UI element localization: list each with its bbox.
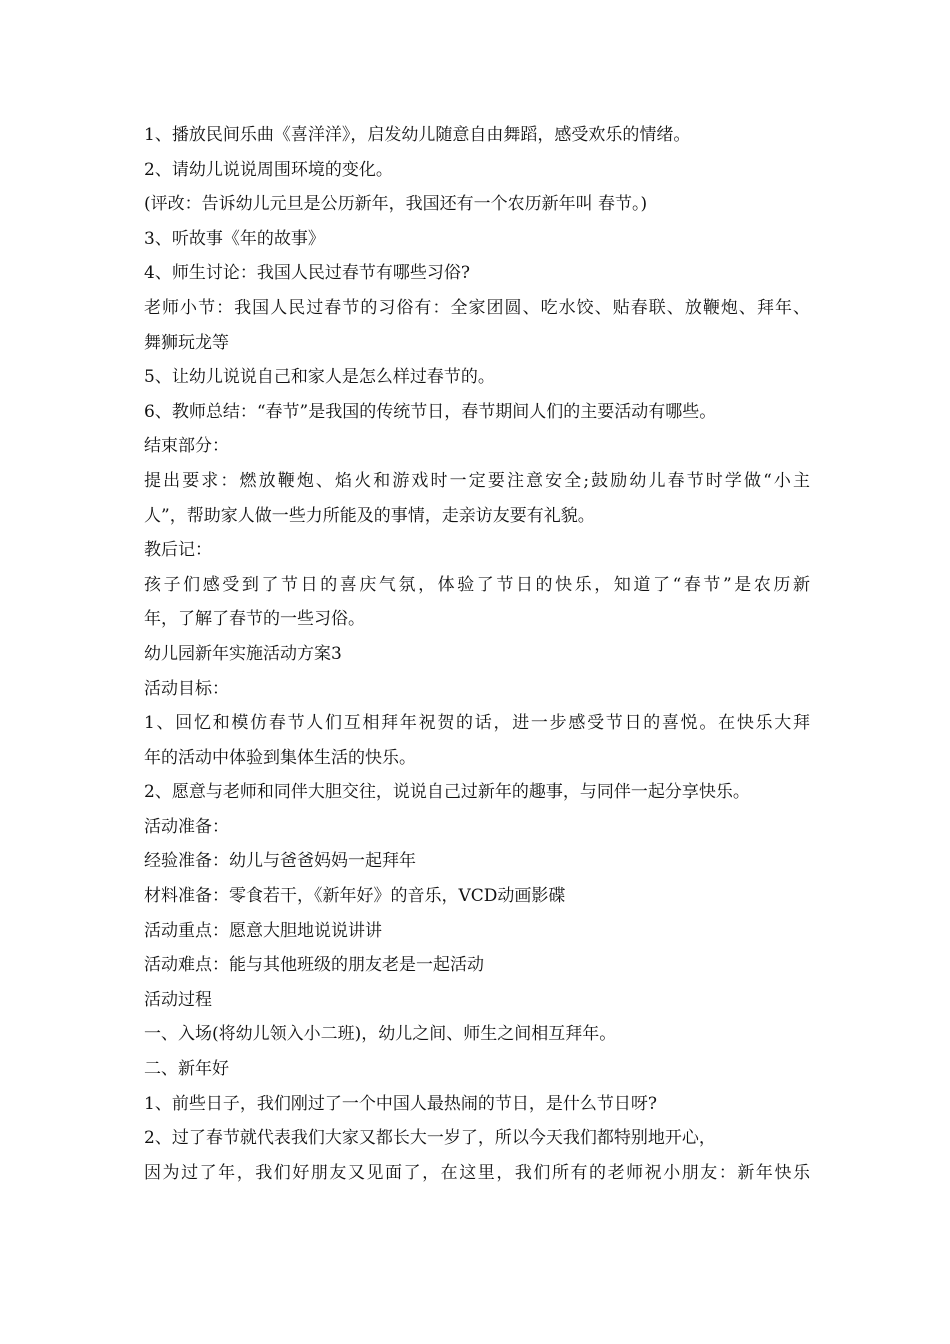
text-line: 2、过了春节就代表我们大家又都长大一岁了，所以今天我们都特别地开心， [144,1128,716,1149]
text-line: 4、师生讨论：我国人民过春节有哪些习俗? [144,263,470,284]
section-heading: 结束部分： [144,436,229,457]
text-line: 活动重点：愿意大胆地说说讲讲 [144,920,382,941]
text-line: (评改：告诉幼儿元旦是公历新年，我国还有一个农历新年叫 春节。) [144,194,648,215]
text-line: 1、回忆和模仿春节人们互相拜年祝贺的话，进一步感受节日的喜悦。在快乐大拜 [144,713,810,734]
text-line: 经验准备：幼儿与爸爸妈妈一起拜年 [144,851,416,872]
section-heading: 教后记： [144,540,212,561]
section-heading: 二、新年好 [144,1059,229,1080]
text-line: 6、教师总结：“春节”是我国的传统节日，春节期间人们的主要活动有哪些。 [144,401,717,422]
section-heading: 活动过程 [144,989,212,1010]
text-line: 人”，帮助家人做一些力所能及的事情，走亲访友要有礼貌。 [144,505,595,526]
text-line: 年，了解了春节的一些习俗。 [144,609,365,630]
text-line: 因为过了年，我们好朋友又见面了，在这里，我们所有的老师祝小朋友：新年快乐 [144,1162,810,1183]
text-line: 活动难点：能与其他班级的朋友老是一起活动 [144,955,484,976]
text-line: 孩子们感受到了节日的喜庆气氛，体验了节日的快乐，知道了“春节”是农历新 [144,574,810,595]
text-line: 材料准备：零食若干，《新年好》的音乐，VCD动画影碟 [144,886,566,907]
text-line: 年的活动中体验到集体生活的快乐。 [144,747,416,768]
section-heading: 活动准备： [144,816,229,837]
text-line: 一、入场(将幼儿领入小二班)，幼儿之间、师生之间相互拜年。 [144,1024,617,1045]
text-line: 舞狮玩龙等 [144,332,229,353]
text-line: 1、播放民间乐曲《喜洋洋》，启发幼儿随意自由舞蹈，感受欢乐的情绪。 [144,125,691,145]
section-heading: 活动目标： [144,678,229,699]
text-line: 2、请幼儿说说周围环境的变化。 [144,159,393,180]
text-line: 提出要求：燃放鞭炮、焰火和游戏时一定要注意安全;鼓励幼儿春节时学做“小主 [144,470,810,491]
document-page [144,118,810,1190]
text-line: 2、愿意与老师和同伴大胆交往，说说自己过新年的趣事，与同伴一起分享快乐。 [144,782,750,803]
text-line: 老师小节：我国人民过春节的习俗有：全家团圆、吃水饺、贴春联、放鞭炮、拜年、 [144,297,810,318]
text-line: 3、听故事《年的故事》 [144,228,325,249]
text-line: 1、前些日子，我们刚过了一个中国人最热闹的节日，是什么节日呀? [144,1093,657,1114]
text-line: 5、让幼儿说说自己和家人是怎么样过春节的。 [144,367,495,388]
document-title: 幼儿园新年实施活动方案3 [144,643,342,664]
